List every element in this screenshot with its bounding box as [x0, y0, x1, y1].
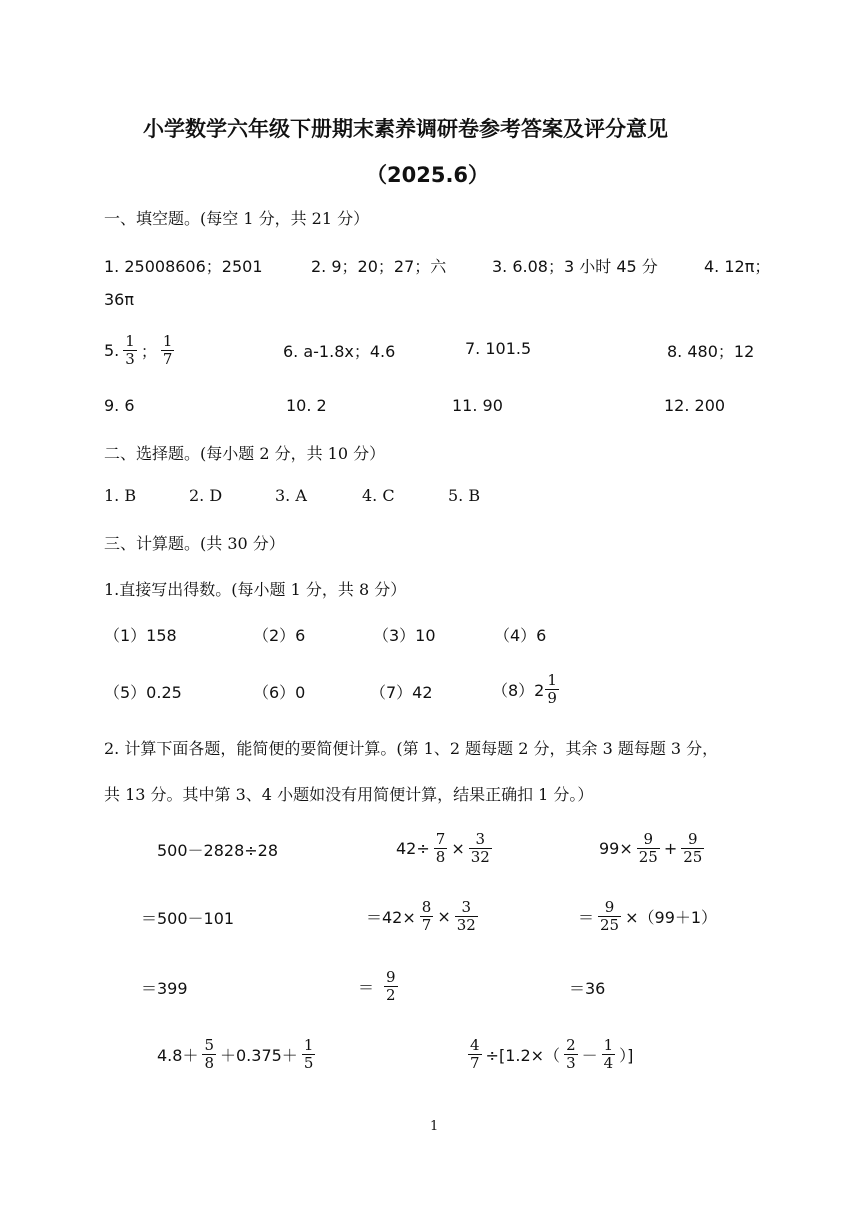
- choice-answer-1: 1. B: [104, 486, 137, 505]
- calc-text: ÷[1.2×（: [485, 1045, 561, 1065]
- fraction: $\frac{9}{25}$: [600, 897, 620, 934]
- calc-text: －: [581, 1045, 598, 1065]
- fraction: $\frac{9}{2}$: [386, 967, 396, 1004]
- fraction: $\frac{8}{7}$: [421, 897, 432, 934]
- answer-q12: 12. 200: [664, 396, 726, 415]
- calc5-line1: [464, 1032, 633, 1076]
- section2-heading: 二、选择题。(每小题 2 分，共 10 分）: [104, 444, 386, 463]
- calc-text: ＝42×: [366, 907, 416, 927]
- section3-heading: 三、计算题。(共 30 分）: [104, 534, 285, 553]
- fraction: $\frac{5}{8}$: [204, 1035, 214, 1072]
- direct-answer-7: （7）42: [370, 683, 433, 702]
- part2-heading-line1: 2. 计算下面各题，能简便的要简便计算。(第 1、2 题每题 2 分，其余 3 题每题 3 分，: [104, 739, 719, 758]
- calc3-line1: [599, 826, 708, 870]
- fraction: $\frac{7}{8}$: [435, 829, 446, 866]
- choice-answer-2: 2. D: [189, 486, 223, 505]
- calc-text: ×: [437, 906, 451, 926]
- direct-answer-3: （3）10: [373, 626, 436, 645]
- calc-text: 42÷: [396, 838, 430, 858]
- calc1-line3: ＝399: [141, 979, 188, 998]
- fraction: $\frac{3}{32}$: [470, 829, 490, 866]
- fraction: $\frac{2}{3}$: [566, 1035, 576, 1072]
- direct-answer-8: [492, 668, 563, 710]
- page-number: 1: [430, 1119, 439, 1134]
- calc-text: ＝: [578, 907, 595, 927]
- answer-q11: 11. 90: [452, 396, 503, 415]
- calc3-line3: ＝36: [569, 979, 606, 998]
- calc-text: 99×: [599, 838, 633, 858]
- part1-heading: 1.直接写出得数。(每小题 1 分，共 8 分）: [104, 580, 407, 599]
- calc1-line1: 500－2828÷28: [157, 841, 279, 860]
- direct-answer-5: （5）0.25: [104, 683, 182, 702]
- calc2-line3: [358, 964, 402, 1008]
- direct-answer-1: （1）158: [104, 626, 177, 645]
- answer-q8: 8. 480；12: [667, 342, 755, 361]
- calc3-line2: [578, 894, 717, 938]
- choice-answer-5: 5. B: [448, 486, 481, 505]
- calc-text: ×（99＋1）: [625, 907, 718, 927]
- part2-heading-line2: 共 13 分。其中第 3、4 小题如没有用简便计算，结果正确扣 1 分。）: [104, 785, 594, 804]
- fraction: $\frac{1}{5}$: [303, 1035, 314, 1072]
- answer-q6: 6. a-1.8x；4.6: [283, 342, 396, 361]
- fraction: $\frac{1}{4}$: [603, 1035, 614, 1072]
- answer-q4: 4. 12π；: [704, 257, 771, 276]
- calc2-line1: [396, 826, 496, 870]
- fraction: $\frac{3}{32}$: [456, 897, 476, 934]
- calc-text: ＋0.375＋: [220, 1045, 298, 1065]
- direct-answer-4: （4）6: [494, 626, 547, 645]
- calc1-line2: ＝500－101: [141, 909, 235, 928]
- answer-q2: 2. 9；20；27；六: [311, 257, 447, 276]
- section1-heading: 一、填空题。(每空 1 分，共 21 分）: [104, 209, 370, 228]
- separator: ；: [140, 341, 157, 361]
- fraction: $\frac{1}{9}$: [547, 670, 557, 707]
- calc-text: +: [663, 838, 678, 858]
- answer-q3: 3. 6.08；3 小时 45 分: [492, 257, 658, 276]
- choice-answer-3: 3. A: [275, 486, 307, 505]
- answer-q1: 1. 25008606；2501: [104, 257, 263, 276]
- direct-answer-8-label: （8）2: [492, 680, 545, 700]
- direct-answer-2: （2）6: [253, 626, 306, 645]
- choice-answer-4: 4. C: [362, 486, 395, 505]
- calc-text: ×: [451, 838, 465, 858]
- page-subtitle: （2025.6）: [366, 163, 490, 187]
- fraction: $\frac{1}{7}$: [162, 331, 173, 368]
- answer-q5: [104, 329, 178, 371]
- calc-text: ＝: [358, 977, 375, 997]
- fraction: $\frac{9}{25}$: [638, 829, 658, 866]
- answer-q4-cont: 36π: [104, 290, 134, 309]
- fraction: $\frac{1}{3}$: [125, 331, 135, 368]
- page-title: 小学数学六年级下册期末素养调研卷参考答案及评分意见: [143, 117, 668, 141]
- answer-q10: 10. 2: [286, 396, 327, 415]
- answer-q5-label: 5.: [104, 340, 120, 360]
- answer-q7: 7. 101.5: [465, 339, 532, 358]
- fraction: $\frac{9}{25}$: [683, 829, 703, 866]
- calc-text: ）]: [619, 1045, 634, 1065]
- calc4-line1: [157, 1032, 319, 1076]
- calc-text: 4.8＋: [157, 1045, 199, 1065]
- answer-q9: 9. 6: [104, 396, 135, 415]
- direct-answer-6: （6）0: [253, 683, 306, 702]
- fraction: $\frac{4}{7}$: [470, 1035, 480, 1072]
- calc2-line2: [366, 894, 482, 938]
